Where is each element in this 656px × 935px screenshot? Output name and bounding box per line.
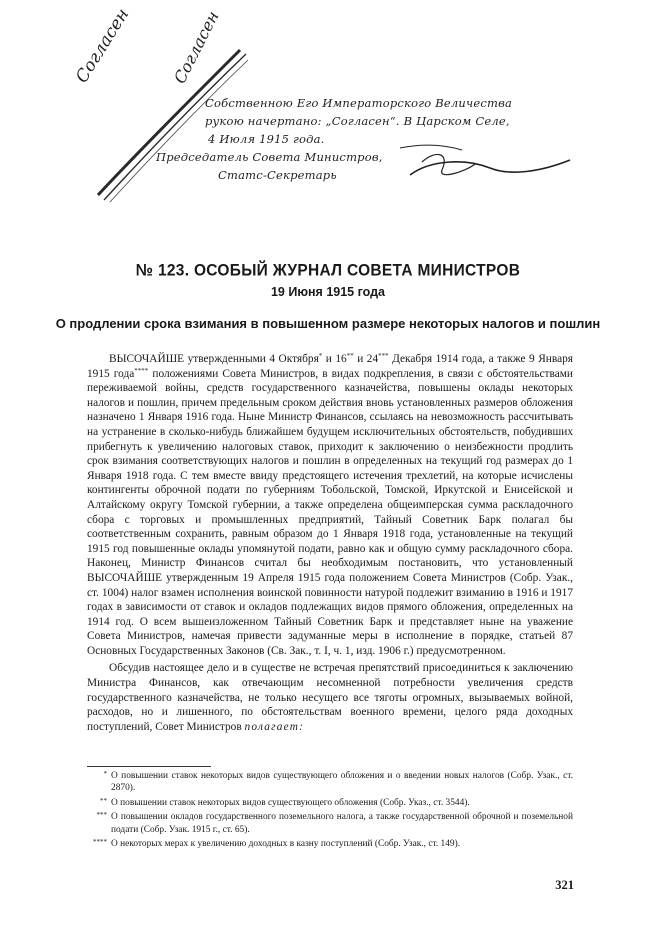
pen-strokes-drawing <box>70 40 590 230</box>
footnote-mark: * <box>103 770 107 778</box>
paragraph-1 <box>87 352 573 658</box>
footnote-mark: *** <box>96 811 107 820</box>
paragraph-1-text-b: и 16 <box>322 353 347 365</box>
footnote <box>87 797 573 809</box>
footnote <box>87 838 573 850</box>
document-title: № 123. ОСОБЫЙ ЖУРНАЛ СОВЕТА МИНИСТРОВ <box>135 261 521 280</box>
footnote-ref-3: *** <box>378 352 389 360</box>
footnote <box>87 811 573 836</box>
footnotes <box>87 770 573 852</box>
paragraph-2 <box>87 661 573 734</box>
footnote-ref-4: **** <box>134 366 149 375</box>
footnote-ref-1: * <box>318 352 323 360</box>
body-text <box>87 352 573 734</box>
resolution-line-1: Собственною Его Императорского Величества <box>205 96 513 110</box>
document-subject: О продлении срока взимания в повышенном размере некоторых налогов и пошлин <box>55 316 601 331</box>
footnote-mark: ** <box>100 796 107 805</box>
paragraph-2-text: Обсудив настоящее дело и в существе не встречая препятствий присоединиться к заключению Министра Финансов, как отвечающим несомненной потребности увеличения средств государственного казначейства, не только несущего все тяготы огромных, вызываемых войной, расходов, но и лишенного, по обстоятельствам военного времени, целого ряда доходных поступлений, Совет Министров <box>87 662 573 733</box>
footnote-divider <box>87 766 211 767</box>
paragraph-1-text-a: утвержденными 4 Октября <box>184 353 319 365</box>
paragraph-1-text-c: и 24 <box>353 353 379 365</box>
resolution-line-4: Председатель Совета Министров, <box>156 150 383 164</box>
resolution-line-2: рукою начертано: „Согласен“. В Царском Селе, <box>205 114 510 128</box>
footnote-text: О некоторых мерах к увеличению доходных в казну поступлений (Собр. Узак., ст. 149). <box>111 839 461 850</box>
resolution-line-5: Статс-Секретарь <box>218 168 337 182</box>
document-date: 19 Июня 1915 года <box>270 285 386 299</box>
page-number: 321 <box>555 878 574 892</box>
paragraph-1-lead: ВЫСОЧАЙШЕ <box>109 353 185 365</box>
handwritten-resolution <box>70 5 590 230</box>
paragraph-1-text-e: положениями Совета Министров, в видах подкрепления, в связи с обстоятельствами переживаемой войны, средств государственного казначейства, повышены оклады некоторых налогов и пошлин, причем предельным сроком действия вновь установленных размеров обложения назначено 1 Января 1916 года. Ныне Министр Финансов, ссылаясь на невозможность рассчитывать на устранение в сколько-нибудь ближайшем будущем исключительных обстоятельств, побудивших прибегнуть к увеличению налоговых ставок, приходит к заключению о неизбежности продлить срок взимания соответствующих налогов и пошлин в определенных на текущий год размерах до 1 Января 1918 года. С тем вместе ввиду предстоящего истечения трехлетий, на которые исчислены контингенты оброчной подати по губерниям Тобольской, Томской, Иркутской и Енисейской и Алтайскому округу Томской губернии, а также определена общеимперская сумма раскладочного сбора с торговых и промышленных предприятий, Тайный Советник Барк полагал бы соответственным сохранить, равным образом до 1 Января 1918 года, установленные на текущий 1915 год повышенные оклады упомянутой подати, равно как и общую сумму раскладочного сбора. Наконец, Министр Финансов считал бы необходимым постановить, что установленный ВЫСОЧАЙШЕ утвержденным 19 Апреля 1915 года положением Совета Министров (Собр. Узак., ст. 1004) налог взамен исполнения воинской повинности натурой подлежит взиманию в 1916 и 1917 годах в зависимости от ставок и окладов подлежащих видов прямого обложения, определенных на 1914 год. О всем вышеизложенном Тайный Советник Барк и представляет ныне на уважение Совета Министров, намечая привести задуманные меры в исполнение в порядке, статьей 87 Основных Государственных Законов (Св. Зак., т. I, ч. 1, изд. 1906 г.) предусмотренном. <box>87 367 574 657</box>
footnote <box>87 770 573 795</box>
footnote-text: О повышении ставок некоторых видов существующего обложения и о введении новых налогов (Собр. Узак., ст. 2870). <box>111 771 573 794</box>
resolution-line-3: 4 Июля 1915 года. <box>208 132 325 146</box>
resolution-side-word: Согласен <box>170 7 223 87</box>
footnote-text: О повышении ставок некоторых видов существующего обложения (Собр. Указ., ст. 3544). <box>111 797 470 808</box>
paragraph-2-resolution-word: полагает: <box>244 720 305 733</box>
footnote-mark: **** <box>93 838 107 847</box>
resolution-vertical-word: Согласен <box>72 5 134 87</box>
paragraph-1-text-d: Декабря 1914 года, а также 9 Января 1915 года <box>87 353 573 380</box>
footnote-text: О повышении окладов государственного поземельного налога, а также государственной оброчной и поземельной подати (Собр. Узак. 1915 г., ст. 65). <box>111 812 573 835</box>
footnote-ref-2: ** <box>346 352 354 360</box>
